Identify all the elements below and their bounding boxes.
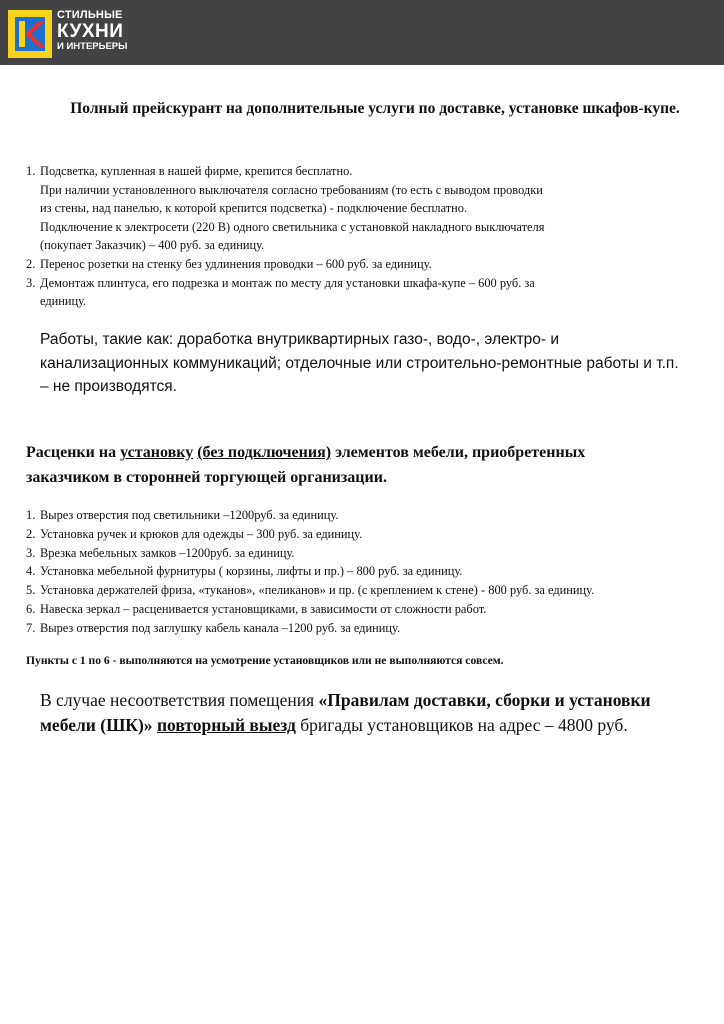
excluded-works-note: Работы, такие как: доработка внутриквартирных газо-, водо-, электро- и канализационных коммуникаций; отделочные или строительно-ремонтные работы и т.п. – не производятся. [40, 331, 679, 396]
list-item: 3. Врезка мебельных замков –1200руб. за единицу. [26, 545, 295, 560]
list-item: 1. Подсветка, купленная в нашей фирме, крепится бесплатно. При наличии установленного выключателя согласно требованиям (то есть с выводом проводки из стены, над панелью, к которой крепится подсветка) - подключение бесплатно. Подключение к электросети (220 В) одного светильника с установкой накладного выключателя (покупает Заказчик) – 400 руб. за единицу. [26, 164, 545, 253]
list-item: 7. Вырез отверстия под заглушку кабель канала –1200 руб. за единицу. [26, 620, 401, 635]
points-note: Пункты с 1 по 6 - выполняются на усмотрение установщиков или не выполняются совсем. [26, 654, 504, 667]
list-item: 2. Перенос розетки на стенку без удлинения проводки – 600 руб. за единицу. [26, 256, 432, 271]
section-heading: Расценки на установку (без подключения) элементов мебели, приобретенных заказчиком в сторонней торгующей организации. [26, 444, 586, 486]
installation-services-list [26, 162, 696, 311]
logo-k-icon [8, 10, 52, 58]
list-item: 5. Установка держателей фриза, «туканов», «пеликанов» и пр. (с креплением к стене) - 800 руб. за единицу. [26, 583, 595, 598]
brand-name [57, 10, 127, 52]
list-item: 6. Навеска зеркал – расценивается установщиками, в зависимости от сложности работ. [26, 601, 487, 616]
brand-line-2: КУХНИ [57, 21, 124, 42]
list-item: 3. Демонтаж плинтуса, его подрезка и монтаж по месту для установки шкафа-купе – 600 руб. за единицу. [26, 275, 535, 309]
brand-line-3: И ИНТЕРЬЕРЫ [57, 41, 128, 52]
list-item: 1. Вырез отверстия под светильники –1200руб. за единицу. [26, 508, 339, 522]
brand-line-1: СТИЛЬНЫЕ [57, 9, 123, 21]
list-item: 4. Установка мебельной фурнитуры ( корзины, лифты и пр.) – 800 руб. за единицу. [26, 564, 463, 579]
third-party-furniture-price-list [26, 506, 706, 638]
brand-logo[interactable] [8, 8, 128, 60]
repeat-visit-note: В случае несоответствия помещения «Правилам доставки, сборки и установки мебели (ШК)» повторный выезд бригады установщиков на адрес – 4800 руб. [40, 690, 651, 735]
list-item: 2. Установка ручек и крюков для одежды – 300 руб. за единицу. [26, 526, 363, 541]
page-title: Полный прейскурант на дополнительные услуги по доставке, установке шкафов-купе. [70, 100, 680, 117]
header-bar [0, 0, 724, 65]
